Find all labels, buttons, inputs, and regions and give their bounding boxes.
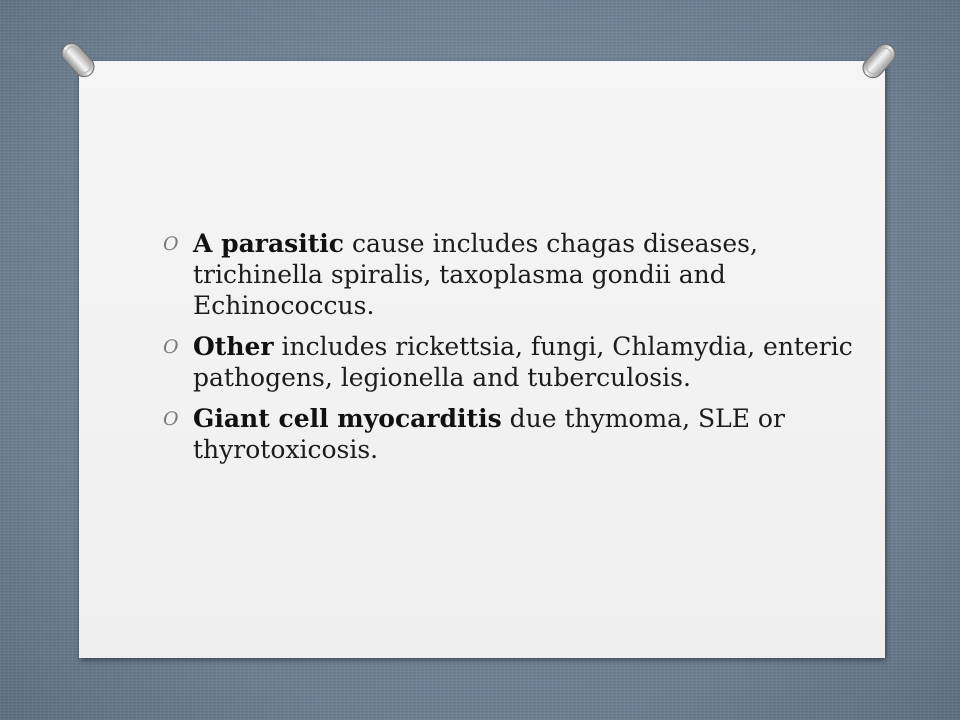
bullet-text: due thymoma, SLE or thyrotoxicosis. [193, 404, 785, 464]
bullet-term: Giant cell myocarditis [193, 404, 502, 433]
bullet-marker: O [163, 233, 179, 255]
bullet-marker: O [163, 408, 179, 430]
bullet-item-giant-cell [163, 403, 853, 465]
bullet-marker: O [163, 336, 179, 358]
bullet-item-parasitic [163, 228, 853, 321]
bullet-term: A parasitic [193, 229, 344, 258]
bullet-item-other [163, 331, 853, 393]
bullet-text: includes rickettsia, fungi, Chlamydia, enteric pathogens, legionella and tuberculosis. [193, 332, 853, 392]
bullet-text: cause includes chagas diseases, trichinella spiralis, taxoplasma gondii and Echinococcus. [193, 229, 758, 320]
bullet-list [163, 228, 853, 475]
bullet-term: Other [193, 332, 274, 361]
